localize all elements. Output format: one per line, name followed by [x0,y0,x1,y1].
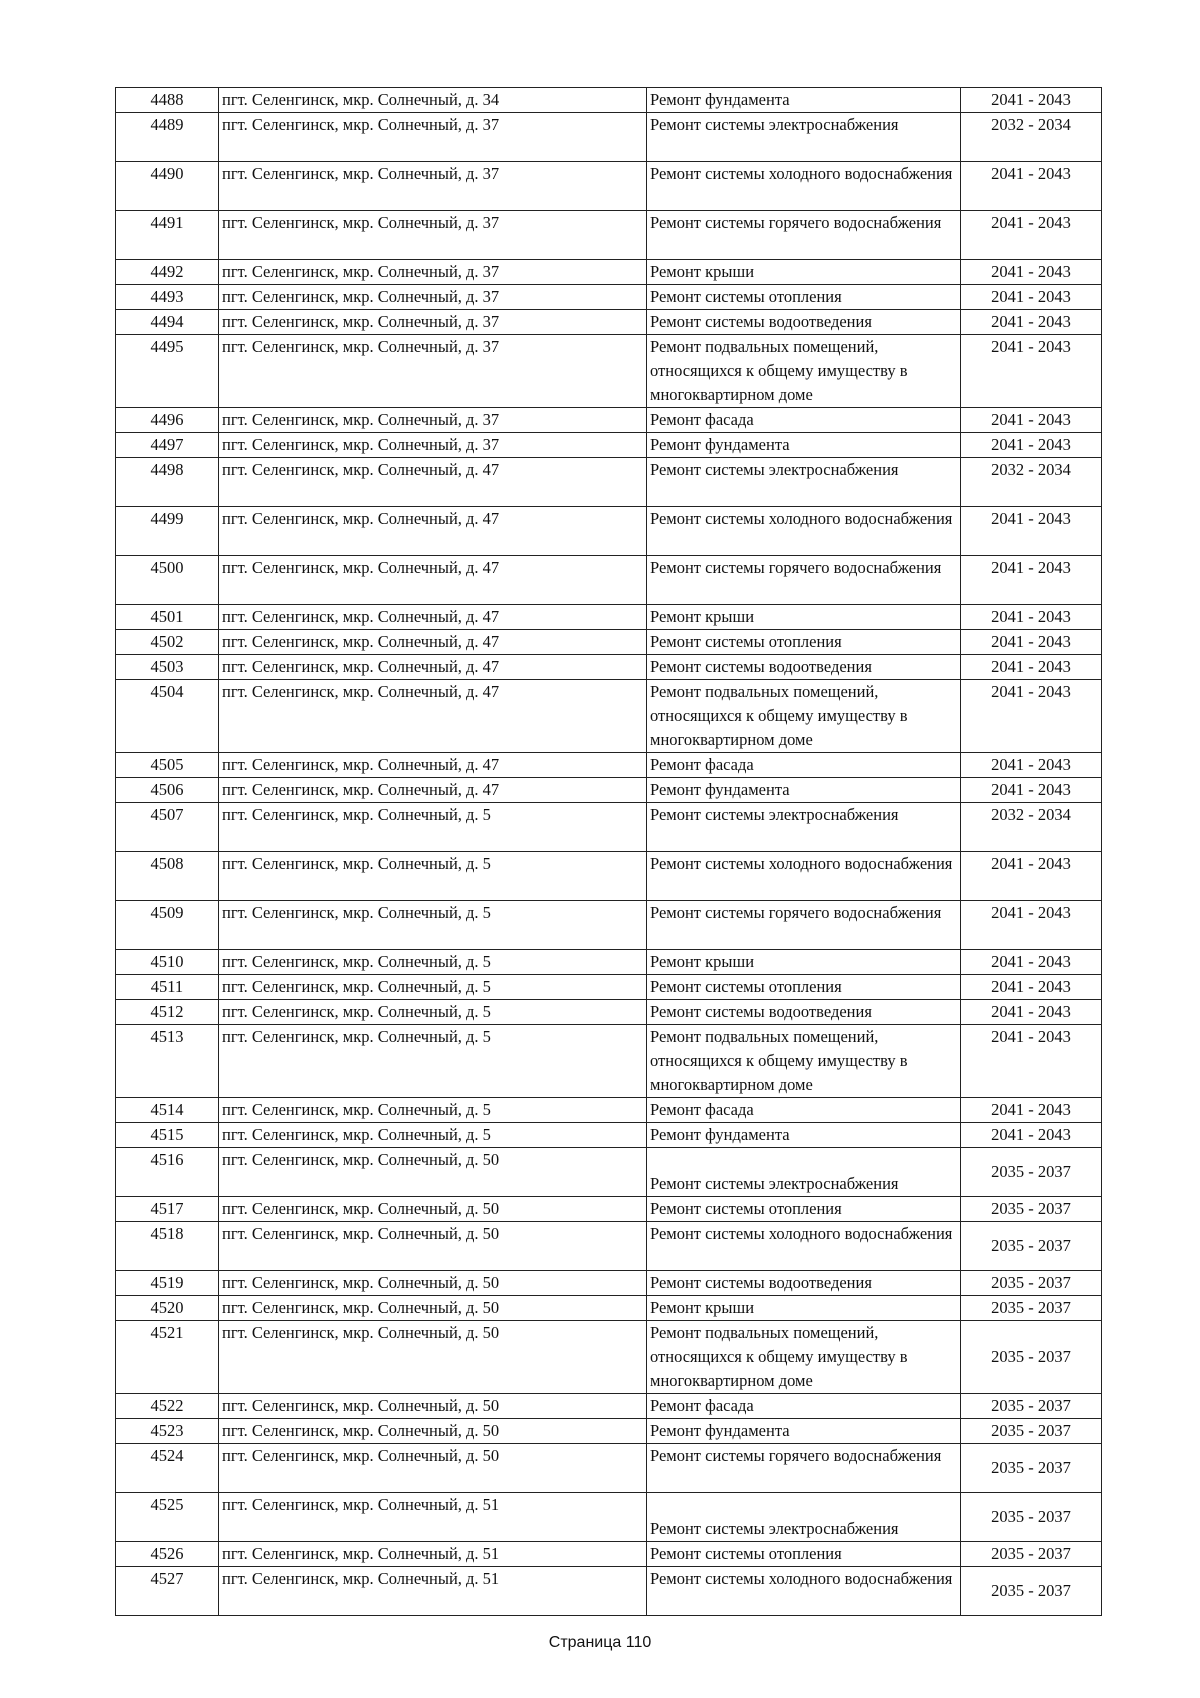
address-cell: пгт. Селенгинск, мкр. Солнечный, д. 50 [219,1222,647,1271]
period-cell: 2041 - 2043 [961,778,1102,803]
row-number: 4496 [116,408,219,433]
work-type-cell: Ремонт фундамента [647,778,961,803]
table-row [116,753,1102,778]
period-cell: 2035 - 2037 [961,1148,1102,1197]
row-number: 4489 [116,113,219,162]
table-row [116,852,1102,901]
period-cell: 2041 - 2043 [961,1098,1102,1123]
address-cell: пгт. Селенгинск, мкр. Солнечный, д. 37 [219,113,647,162]
table-row [116,1025,1102,1098]
work-type-cell: Ремонт системы электроснабжения [647,803,961,852]
period-cell: 2041 - 2043 [961,88,1102,113]
work-type-cell: Ремонт системы горячего водоснабжения [647,1444,961,1493]
work-type-cell: Ремонт фасада [647,753,961,778]
address-cell: пгт. Селенгинск, мкр. Солнечный, д. 47 [219,605,647,630]
work-type-cell: Ремонт подвальных помещений, относящихся к общему имуществу в многоквартирном доме [647,1321,961,1394]
row-number: 4505 [116,753,219,778]
table-row [116,211,1102,260]
row-number: 4506 [116,778,219,803]
table-row [116,1148,1102,1197]
row-number: 4488 [116,88,219,113]
address-cell: пгт. Селенгинск, мкр. Солнечный, д. 37 [219,408,647,433]
row-number: 4498 [116,458,219,507]
address-cell: пгт. Селенгинск, мкр. Солнечный, д. 50 [219,1296,647,1321]
work-type-cell: Ремонт системы отопления [647,1197,961,1222]
address-cell: пгт. Селенгинск, мкр. Солнечный, д. 5 [219,975,647,1000]
period-cell: 2041 - 2043 [961,335,1102,408]
address-cell: пгт. Селенгинск, мкр. Солнечный, д. 47 [219,458,647,507]
work-type-cell: Ремонт системы холодного водоснабжения [647,852,961,901]
row-number: 4500 [116,556,219,605]
row-number: 4514 [116,1098,219,1123]
address-cell: пгт. Селенгинск, мкр. Солнечный, д. 5 [219,1025,647,1098]
work-type-cell: Ремонт системы водоотведения [647,1271,961,1296]
period-cell: 2041 - 2043 [961,507,1102,556]
work-type-cell: Ремонт системы водоотведения [647,310,961,335]
address-cell: пгт. Селенгинск, мкр. Солнечный, д. 47 [219,630,647,655]
work-type-cell: Ремонт системы горячего водоснабжения [647,556,961,605]
address-cell: пгт. Селенгинск, мкр. Солнечный, д. 50 [219,1394,647,1419]
row-number: 4508 [116,852,219,901]
work-type-cell: Ремонт системы горячего водоснабжения [647,211,961,260]
period-cell: 2035 - 2037 [961,1197,1102,1222]
row-number: 4510 [116,950,219,975]
address-cell: пгт. Селенгинск, мкр. Солнечный, д. 5 [219,1000,647,1025]
work-type-cell: Ремонт системы отопления [647,1542,961,1567]
address-cell: пгт. Селенгинск, мкр. Солнечный, д. 5 [219,901,647,950]
period-cell: 2035 - 2037 [961,1296,1102,1321]
period-cell: 2041 - 2043 [961,260,1102,285]
address-cell: пгт. Селенгинск, мкр. Солнечный, д. 50 [219,1148,647,1197]
address-cell: пгт. Селенгинск, мкр. Солнечный, д. 5 [219,803,647,852]
period-cell: 2041 - 2043 [961,162,1102,211]
row-number: 4527 [116,1567,219,1616]
address-cell: пгт. Селенгинск, мкр. Солнечный, д. 5 [219,1123,647,1148]
table-row [116,260,1102,285]
row-number: 4494 [116,310,219,335]
table-row [116,408,1102,433]
period-cell: 2041 - 2043 [961,310,1102,335]
work-type-cell: Ремонт фасада [647,408,961,433]
table-row [116,803,1102,852]
period-cell: 2041 - 2043 [961,1000,1102,1025]
address-cell: пгт. Селенгинск, мкр. Солнечный, д. 37 [219,433,647,458]
address-cell: пгт. Селенгинск, мкр. Солнечный, д. 37 [219,310,647,335]
table-row [116,1222,1102,1271]
period-cell: 2035 - 2037 [961,1419,1102,1444]
table-row [116,680,1102,753]
address-cell: пгт. Селенгинск, мкр. Солнечный, д. 5 [219,852,647,901]
row-number: 4511 [116,975,219,1000]
work-type-cell: Ремонт фасада [647,1394,961,1419]
address-cell: пгт. Селенгинск, мкр. Солнечный, д. 5 [219,1098,647,1123]
row-number: 4504 [116,680,219,753]
table-row [116,1000,1102,1025]
period-cell: 2041 - 2043 [961,433,1102,458]
period-cell: 2035 - 2037 [961,1444,1102,1493]
table-row [116,1567,1102,1616]
row-number: 4525 [116,1493,219,1542]
table-row [116,1493,1102,1542]
table-row [116,975,1102,1000]
address-cell: пгт. Селенгинск, мкр. Солнечный, д. 37 [219,335,647,408]
period-cell: 2041 - 2043 [961,975,1102,1000]
period-cell: 2041 - 2043 [961,605,1102,630]
work-type-cell: Ремонт подвальных помещений, относящихся к общему имуществу в многоквартирном доме [647,680,961,753]
table-row [116,901,1102,950]
address-cell: пгт. Селенгинск, мкр. Солнечный, д. 51 [219,1493,647,1542]
period-cell: 2041 - 2043 [961,285,1102,310]
row-number: 4518 [116,1222,219,1271]
row-number: 4523 [116,1419,219,1444]
work-type-cell: Ремонт фасада [647,1098,961,1123]
row-number: 4515 [116,1123,219,1148]
table-row [116,655,1102,680]
work-type-cell: Ремонт системы холодного водоснабжения [647,1222,961,1271]
period-cell: 2041 - 2043 [961,630,1102,655]
work-type-cell: Ремонт системы водоотведения [647,1000,961,1025]
address-cell: пгт. Селенгинск, мкр. Солнечный, д. 34 [219,88,647,113]
period-cell: 2041 - 2043 [961,556,1102,605]
address-cell: пгт. Селенгинск, мкр. Солнечный, д. 50 [219,1419,647,1444]
period-cell: 2041 - 2043 [961,950,1102,975]
row-number: 4507 [116,803,219,852]
row-number: 4502 [116,630,219,655]
row-number: 4499 [116,507,219,556]
period-cell: 2041 - 2043 [961,408,1102,433]
table-row [116,433,1102,458]
row-number: 4491 [116,211,219,260]
work-type-cell: Ремонт крыши [647,260,961,285]
row-number: 4517 [116,1197,219,1222]
repair-schedule-table [115,87,1102,1616]
work-type-cell: Ремонт системы отопления [647,630,961,655]
table-row [116,458,1102,507]
work-type-cell: Ремонт крыши [647,605,961,630]
table-row [116,950,1102,975]
address-cell: пгт. Селенгинск, мкр. Солнечный, д. 50 [219,1197,647,1222]
work-type-cell: Ремонт подвальных помещений, относящихся к общему имуществу в многоквартирном доме [647,335,961,408]
period-cell: 2035 - 2037 [961,1222,1102,1271]
table-row [116,285,1102,310]
address-cell: пгт. Селенгинск, мкр. Солнечный, д. 47 [219,655,647,680]
work-type-cell: Ремонт фундамента [647,433,961,458]
address-cell: пгт. Селенгинск, мкр. Солнечный, д. 50 [219,1271,647,1296]
work-type-cell: Ремонт системы холодного водоснабжения [647,1567,961,1616]
row-number: 4492 [116,260,219,285]
address-cell: пгт. Селенгинск, мкр. Солнечный, д. 51 [219,1542,647,1567]
period-cell: 2035 - 2037 [961,1321,1102,1394]
row-number: 4512 [116,1000,219,1025]
period-cell: 2035 - 2037 [961,1567,1102,1616]
row-number: 4493 [116,285,219,310]
table-row [116,310,1102,335]
row-number: 4524 [116,1444,219,1493]
period-cell: 2035 - 2037 [961,1542,1102,1567]
work-type-cell: Ремонт системы электроснабжения [647,1148,961,1197]
period-cell: 2032 - 2034 [961,458,1102,507]
period-cell: 2041 - 2043 [961,753,1102,778]
work-type-cell: Ремонт системы отопления [647,975,961,1000]
address-cell: пгт. Селенгинск, мкр. Солнечный, д. 47 [219,507,647,556]
work-type-cell: Ремонт крыши [647,1296,961,1321]
row-number: 4497 [116,433,219,458]
work-type-cell: Ремонт системы холодного водоснабжения [647,507,961,556]
table-row [116,556,1102,605]
address-cell: пгт. Селенгинск, мкр. Солнечный, д. 37 [219,285,647,310]
table-row [116,1444,1102,1493]
address-cell: пгт. Селенгинск, мкр. Солнечный, д. 37 [219,260,647,285]
table-row [116,1123,1102,1148]
row-number: 4503 [116,655,219,680]
address-cell: пгт. Селенгинск, мкр. Солнечный, д. 5 [219,950,647,975]
row-number: 4526 [116,1542,219,1567]
table-row [116,113,1102,162]
address-cell: пгт. Селенгинск, мкр. Солнечный, д. 37 [219,162,647,211]
row-number: 4520 [116,1296,219,1321]
address-cell: пгт. Селенгинск, мкр. Солнечный, д. 47 [219,680,647,753]
table-row [116,1394,1102,1419]
table-row [116,1296,1102,1321]
work-type-cell: Ремонт системы электроснабжения [647,113,961,162]
table-row [116,605,1102,630]
period-cell: 2041 - 2043 [961,1025,1102,1098]
row-number: 4516 [116,1148,219,1197]
address-cell: пгт. Селенгинск, мкр. Солнечный, д. 47 [219,753,647,778]
period-cell: 2041 - 2043 [961,211,1102,260]
address-cell: пгт. Селенгинск, мкр. Солнечный, д. 50 [219,1444,647,1493]
work-type-cell: Ремонт системы водоотведения [647,655,961,680]
table-row [116,1098,1102,1123]
work-type-cell: Ремонт фундамента [647,1123,961,1148]
period-cell: 2041 - 2043 [961,655,1102,680]
table-row [116,335,1102,408]
period-cell: 2041 - 2043 [961,680,1102,753]
work-type-cell: Ремонт подвальных помещений, относящихся к общему имуществу в многоквартирном доме [647,1025,961,1098]
period-cell: 2032 - 2034 [961,803,1102,852]
table-row [116,162,1102,211]
table-row [116,88,1102,113]
work-type-cell: Ремонт фундамента [647,88,961,113]
work-type-cell: Ремонт системы электроснабжения [647,458,961,507]
work-type-cell: Ремонт крыши [647,950,961,975]
period-cell: 2032 - 2034 [961,113,1102,162]
period-cell: 2041 - 2043 [961,1123,1102,1148]
address-cell: пгт. Селенгинск, мкр. Солнечный, д. 50 [219,1321,647,1394]
table-row [116,1197,1102,1222]
table-row [116,778,1102,803]
row-number: 4501 [116,605,219,630]
work-type-cell: Ремонт системы горячего водоснабжения [647,901,961,950]
address-cell: пгт. Селенгинск, мкр. Солнечный, д. 37 [219,211,647,260]
table-body [116,88,1102,1616]
work-type-cell: Ремонт системы отопления [647,285,961,310]
work-type-cell: Ремонт фундамента [647,1419,961,1444]
work-type-cell: Ремонт системы холодного водоснабжения [647,162,961,211]
address-cell: пгт. Селенгинск, мкр. Солнечный, д. 51 [219,1567,647,1616]
address-cell: пгт. Селенгинск, мкр. Солнечный, д. 47 [219,778,647,803]
period-cell: 2041 - 2043 [961,852,1102,901]
row-number: 4521 [116,1321,219,1394]
row-number: 4522 [116,1394,219,1419]
row-number: 4513 [116,1025,219,1098]
address-cell: пгт. Селенгинск, мкр. Солнечный, д. 47 [219,556,647,605]
table-row [116,630,1102,655]
row-number: 4495 [116,335,219,408]
row-number: 4509 [116,901,219,950]
period-cell: 2041 - 2043 [961,901,1102,950]
table-row [116,1419,1102,1444]
period-cell: 2035 - 2037 [961,1493,1102,1542]
period-cell: 2035 - 2037 [961,1394,1102,1419]
page-number: Страница 110 [548,1634,652,1651]
table-row [116,1321,1102,1394]
period-cell: 2035 - 2037 [961,1271,1102,1296]
table-row [116,507,1102,556]
work-type-cell: Ремонт системы электроснабжения [647,1493,961,1542]
table-row [116,1271,1102,1296]
row-number: 4490 [116,162,219,211]
row-number: 4519 [116,1271,219,1296]
table-row [116,1542,1102,1567]
